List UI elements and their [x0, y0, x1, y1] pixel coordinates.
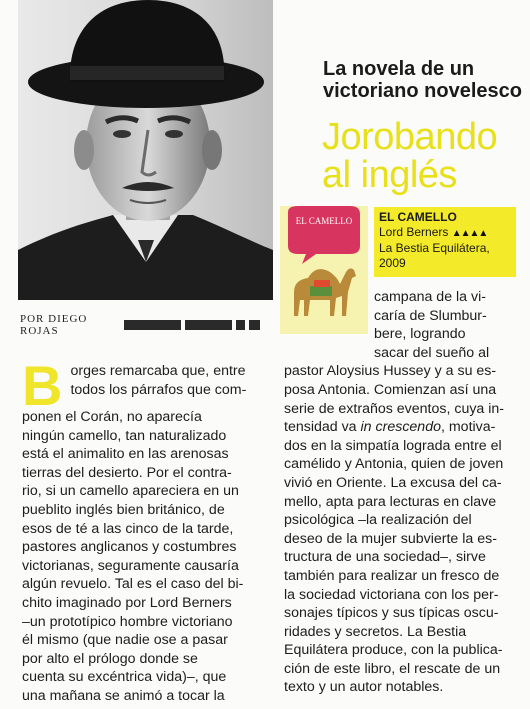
text-line: pueblito inglés bien británico, de [22, 501, 225, 518]
text-line: rio, si un camello apareciera en un [22, 483, 239, 500]
text-line: psicológica –la realización del [284, 512, 472, 529]
text-line: camélido y Antonia, quien de joven [284, 456, 504, 473]
text-line: dos en la simpatía lograda entre el [284, 437, 502, 454]
rating-marks-icon: ▲▲▲▲ [451, 228, 488, 239]
text-line: cuenta su excéntrica vida)–, que [22, 669, 227, 686]
text-line: pastores anglicanos y costumbres [22, 539, 237, 556]
text-line: una mañana se animó a tocar la [22, 687, 225, 704]
headline-line: Jorobando [322, 116, 498, 158]
text-line: esos de té a las cinco de la tarde, [22, 520, 234, 537]
text-line: mello, apta para lecturas en clave [284, 493, 497, 510]
text-line [284, 418, 514, 437]
book-author: Lord Berners [379, 225, 449, 239]
kicker-line: victoriano novelesco [323, 80, 522, 102]
text-line: deseo de la mujer subvierte la es- [284, 530, 497, 547]
redaction-bar [124, 320, 181, 330]
book-cover-title: EL CAMELLO [295, 216, 353, 226]
text-fragment: tensidad va [284, 419, 357, 436]
text-line: ningún camello, tan naturalizado [22, 427, 227, 444]
text-line: –un prototípico hombre victoriano [22, 613, 233, 630]
text-line: la sociedad victoriana con los per- [284, 586, 499, 603]
text-line: tructura de una sociedad–, sirve [284, 549, 486, 566]
text-line: bere, logrando [374, 326, 466, 343]
text-line: ponen el Corán, no aparecía [22, 409, 202, 425]
byline-text: POR DIEGO ROJAS [20, 313, 88, 337]
headline [322, 118, 527, 194]
kicker [323, 58, 528, 102]
book-publisher: La Bestia Equilátera, [379, 241, 490, 255]
text-line: chito imaginado por Lord Berners [22, 594, 232, 611]
text-line: vivió en Oriente. La excusa del ca- [284, 474, 502, 491]
text-line: pastor Aloysius Hussey y a su es- [284, 363, 497, 380]
text-line: texto y un autor notables. [284, 679, 444, 696]
drop-cap: B [22, 354, 63, 417]
redaction-bar [185, 320, 232, 330]
text-line: victorianas, seguramente causaría [22, 557, 239, 574]
text-line: Equilátera produce, con la publica- [284, 642, 503, 659]
text-line: está el animalito en las arenosas [22, 446, 229, 463]
italic-phrase: in crescendo [360, 419, 441, 436]
text-line: ción de este libro, el rescate de un [284, 660, 501, 677]
text-line: caría de Slumbur- [374, 307, 487, 324]
text-line: sonajes típicos y sus típicas oscu- [284, 605, 499, 622]
headline-line: al inglés [322, 154, 457, 196]
text-line: orges remarcaba que, entre [70, 363, 246, 379]
text-line: él mismo (que nadie ose a pasar [22, 632, 228, 649]
text-fragment: , motiva- [440, 419, 496, 436]
right-column [284, 288, 514, 697]
text-line: serie de extraños eventos, cuya in- [284, 400, 505, 417]
text-line: por alto el prólogo donde se [22, 650, 198, 667]
book-year: 2009 [379, 256, 406, 270]
kicker-line: La novela de un [323, 58, 475, 80]
author-portrait-photo [18, 0, 273, 300]
text-line: sacar del sueño al [374, 344, 490, 361]
book-title: EL CAMELLO [379, 210, 457, 224]
book-info-box [374, 207, 516, 277]
book-author-line [379, 225, 511, 241]
text-line: posa Antonia. Comienzan así una [284, 381, 497, 398]
text-line: algún revuelo. Tal es el caso del bi- [22, 576, 244, 593]
left-column [22, 354, 262, 706]
redaction-bar [236, 320, 245, 330]
text-line: todos los párrafos que com- [70, 381, 247, 398]
redaction-bar [249, 320, 260, 330]
text-line: tierras del desierto. Por el contra- [22, 464, 232, 481]
text-line: también para realizar un fresco de [284, 567, 500, 584]
byline [20, 313, 260, 337]
text-line: ridades y secretos. La Bestia [284, 623, 467, 640]
text-line: campana de la vi- [374, 289, 486, 305]
